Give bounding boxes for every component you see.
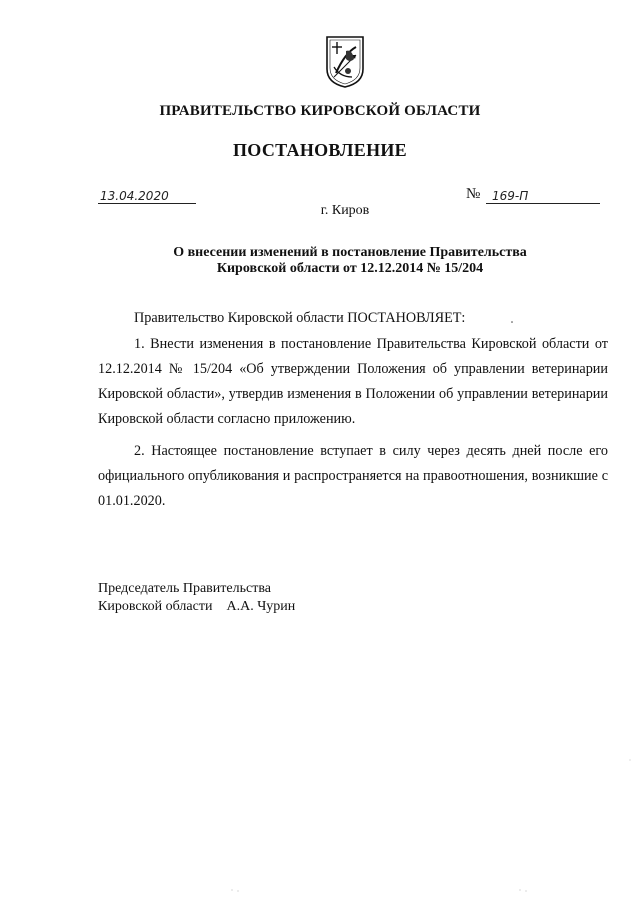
document-date: 13.04.2020 bbox=[98, 189, 196, 204]
number-sign: № bbox=[466, 186, 481, 202]
government-title: ПРАВИТЕЛЬСТВО КИРОВСКОЙ ОБЛАСТИ bbox=[159, 103, 481, 119]
resolution-item-2: 2. Настоящее постановление вступает в силу через десять дней после его официального опубликования и распространяется на правоотношения, возникшие с 01.01.2020. bbox=[98, 443, 608, 509]
subject-line-2: Кировской области от 12.12.2014 № 15/204 bbox=[216, 261, 484, 276]
resolution-intro: Правительство Кировской области ПОСТАНОВЛЯЕТ: bbox=[134, 310, 466, 326]
city-label: г. Киров bbox=[320, 203, 370, 218]
subject-line-1: О внесении изменений в постановление Правительства bbox=[173, 245, 527, 260]
signatory-region: Кировской области bbox=[98, 599, 213, 614]
signatory-name: А.А. Чурин bbox=[226, 599, 296, 614]
document-type-title: ПОСТАНОВЛЕНИЕ bbox=[233, 140, 407, 160]
document-number: 169-П bbox=[486, 189, 600, 204]
resolution-item-1: 1. Внести изменения в постановление Правительства Кировской области от 12.12.2014 № 15/204 «Об утверждении Положения об управлении ветеринарии Кировской области», утвердив изменения в Положении об управлении ветеринарии Кировской области согласно приложению. bbox=[98, 336, 608, 427]
signatory-title-line-1: Председатель Правительства bbox=[98, 581, 271, 596]
